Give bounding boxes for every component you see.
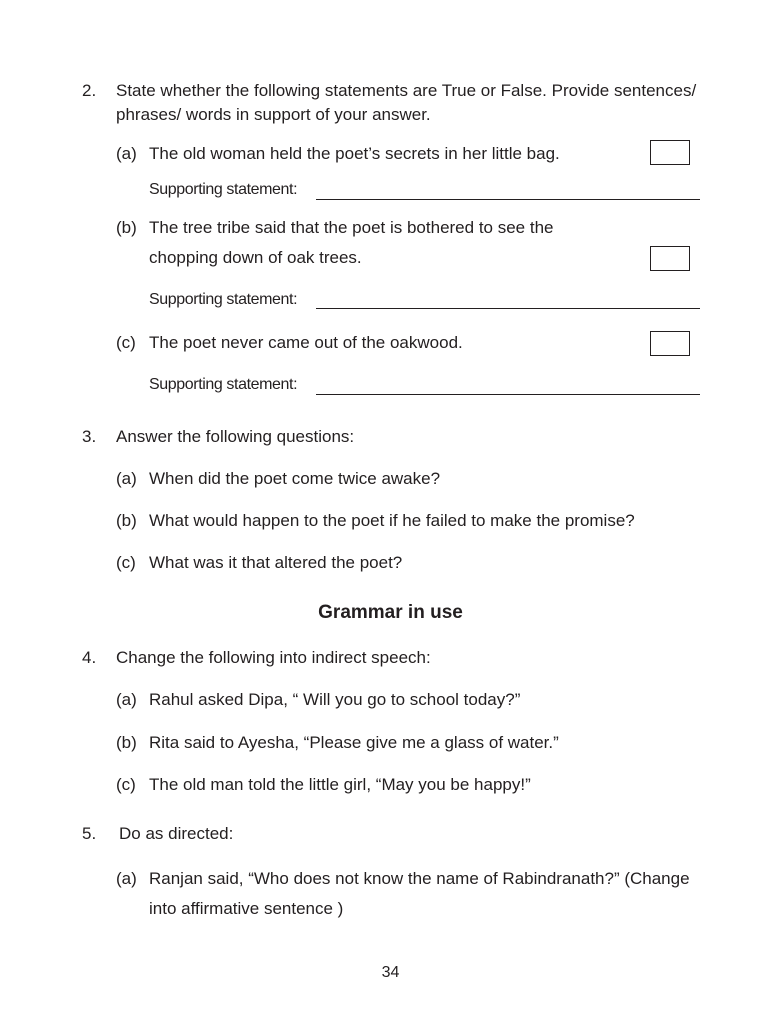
q3-number: 3.	[82, 427, 97, 446]
q2c-statement: The poet never came out of the oakwood.	[149, 333, 463, 352]
q4b-sentence: Rita said to Ayesha, “Please give me a glass of water.”	[149, 733, 559, 752]
q3a-label: (a)	[116, 469, 137, 488]
section-heading: Grammar in use	[318, 602, 463, 623]
q2-instruction-line2: phrases/ words in support of your answer.	[116, 105, 431, 124]
q3c-question: What was it that altered the poet?	[149, 553, 403, 572]
q4a-label: (a)	[116, 690, 137, 709]
q2a-statement: The old woman held the poet’s secrets in her little bag.	[149, 144, 560, 163]
q5a-text-line2: into affirmative sentence )	[149, 899, 344, 918]
q2-number: 2.	[82, 81, 97, 100]
q2a-label: (a)	[116, 144, 137, 163]
q3b-question: What would happen to the poet if he failed to make the promise?	[149, 511, 635, 530]
q3b-label: (b)	[116, 511, 137, 530]
q2b-statement-line2: chopping down of oak trees.	[149, 248, 362, 267]
q2c-support-line	[316, 394, 700, 395]
q4c-label: (c)	[116, 775, 136, 794]
q5a-label: (a)	[116, 869, 137, 888]
q4c-sentence: The old man told the little girl, “May you be happy!”	[149, 775, 531, 794]
q3-instruction: Answer the following questions:	[116, 427, 355, 446]
q2a-support-label: Supporting statement:	[149, 181, 298, 198]
q4-number: 4.	[82, 648, 97, 667]
q2b-label: (b)	[116, 218, 137, 237]
q4-instruction: Change the following into indirect speech:	[116, 648, 431, 667]
q2c-support-label: Supporting statement:	[149, 376, 298, 393]
q5a-text-line1: Ranjan said, “Who does not know the name of Rabindranath?” (Change	[149, 869, 690, 888]
q5-number: 5.	[82, 824, 97, 843]
q4b-label: (b)	[116, 733, 137, 752]
q3a-question: When did the poet come twice awake?	[149, 469, 441, 488]
q4a-sentence: Rahul asked Dipa, “ Will you go to school today?”	[149, 690, 521, 709]
q2b-support-label: Supporting statement:	[149, 291, 298, 308]
q2b-statement-line1: The tree tribe said that the poet is bothered to see the	[149, 218, 554, 237]
q2a-support-line	[316, 199, 700, 200]
q2b-support-line	[316, 308, 700, 309]
q2c-answer-box	[650, 331, 690, 356]
q2a-answer-box	[650, 140, 690, 165]
q2c-label: (c)	[116, 333, 136, 352]
q2-instruction-line1: State whether the following statements are True or False. Provide sentences/	[116, 81, 697, 100]
q3c-label: (c)	[116, 553, 136, 572]
page-number: 34	[381, 964, 400, 981]
q2b-answer-box	[650, 246, 690, 271]
q5-instruction: Do as directed:	[119, 824, 234, 843]
